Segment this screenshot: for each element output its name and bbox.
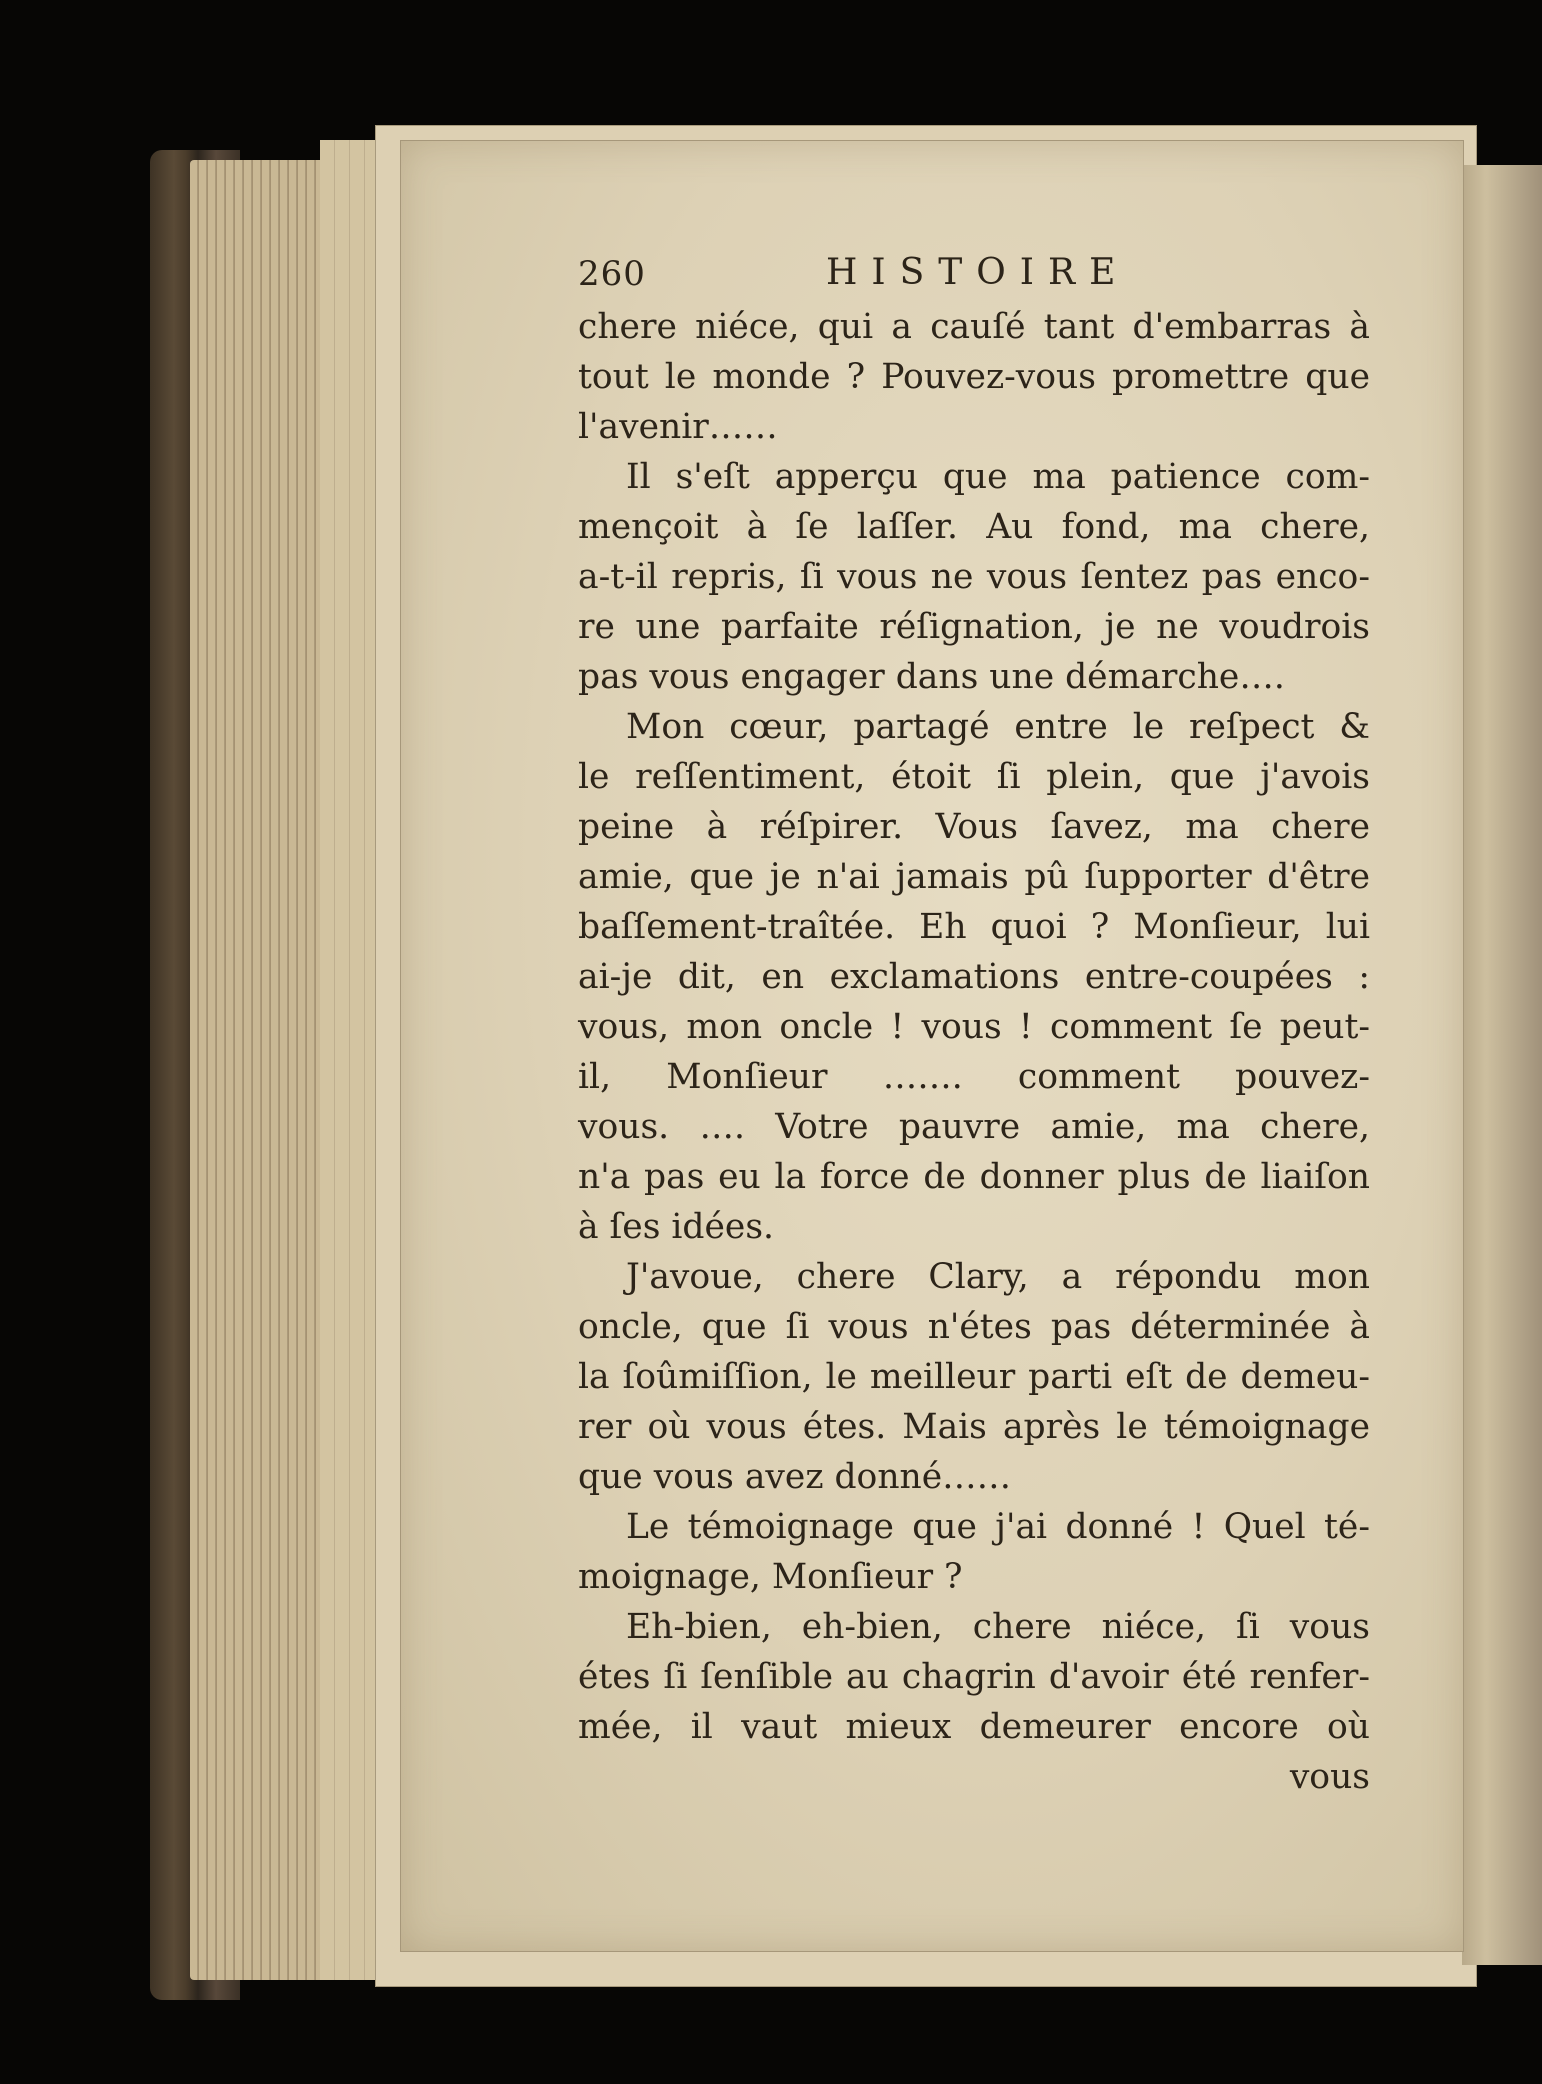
- text-line: rer où vous étes. Mais après le témoignage: [578, 1407, 1370, 1447]
- text-line: a-t-il repris, ſi vous ne vous ſentez pas enco-: [578, 557, 1370, 597]
- paragraph-start-line: Le témoignage que j'ai donné ! Quel té-: [626, 1507, 1370, 1547]
- text-line: baſſement-traîtée. Eh quoi ? Monſieur, lui: [578, 907, 1370, 947]
- text-line: mençoit à ſe laſſer. Au fond, ma chere,: [578, 507, 1370, 547]
- running-head: HISTOIRE: [826, 252, 1130, 293]
- page-header: [578, 248, 1370, 300]
- facing-page-edge: [1462, 165, 1542, 1965]
- text-line: vous. …. Votre pauvre amie, ma chere,: [578, 1107, 1370, 1147]
- text-line: tout le monde ? Pouvez-vous promettre que: [578, 357, 1370, 397]
- text-line: re une parfaite réſignation, je ne voudrois: [578, 607, 1370, 647]
- text-line: le reſſentiment, étoit ſi plein, que j'avois: [578, 757, 1370, 797]
- text-line: peine à réſpirer. Vous ſavez, ma chere: [578, 807, 1370, 847]
- text-line: ai-je dit, en exclamations entre-coupées :: [578, 957, 1370, 997]
- text-line: n'a pas eu la force de donner plus de liaiſon: [578, 1157, 1370, 1197]
- text-line: vous, mon oncle ! vous ! comment ſe peut-: [578, 1007, 1370, 1047]
- text-line: la ſoûmiſſion, le meilleur parti eſt de demeu-: [578, 1357, 1370, 1397]
- catchword: vous: [1289, 1757, 1370, 1797]
- text-line: amie, que je n'ai jamais pû ſupporter d'être: [578, 857, 1370, 897]
- text-line: étes ſi ſenſible au chagrin d'avoir été renfer-: [578, 1657, 1370, 1697]
- text-line: pas vous engager dans une démarche….: [578, 657, 1285, 697]
- paragraph-start-line: J'avoue, chere Clary, a répondu mon: [626, 1257, 1370, 1297]
- page-number: 260: [578, 254, 646, 294]
- paragraph-start-line: Il s'eſt apperçu que ma patience com-: [626, 457, 1370, 497]
- text-line: à ſes idées.: [578, 1207, 775, 1247]
- text-line: chere niéce, qui a cauſé tant d'embarras à: [578, 307, 1370, 347]
- text-line: oncle, que ſi vous n'étes pas déterminée à: [578, 1307, 1370, 1347]
- text-line: moignage, Monſieur ?: [578, 1557, 963, 1597]
- text-line: il, Monſieur ……. comment pouvez-: [578, 1057, 1370, 1097]
- text-line: l'avenir……: [578, 407, 778, 447]
- paragraph-start-line: Mon cœur, partagé entre le reſpect &: [626, 707, 1370, 747]
- text-line: mée, il vaut mieux demeurer encore où: [578, 1707, 1370, 1747]
- page-text: [578, 248, 1370, 1802]
- paragraph-start-line: Eh-bien, eh-bien, chere niéce, ſi vous: [626, 1607, 1370, 1647]
- text-line: que vous avez donné……: [578, 1457, 1012, 1497]
